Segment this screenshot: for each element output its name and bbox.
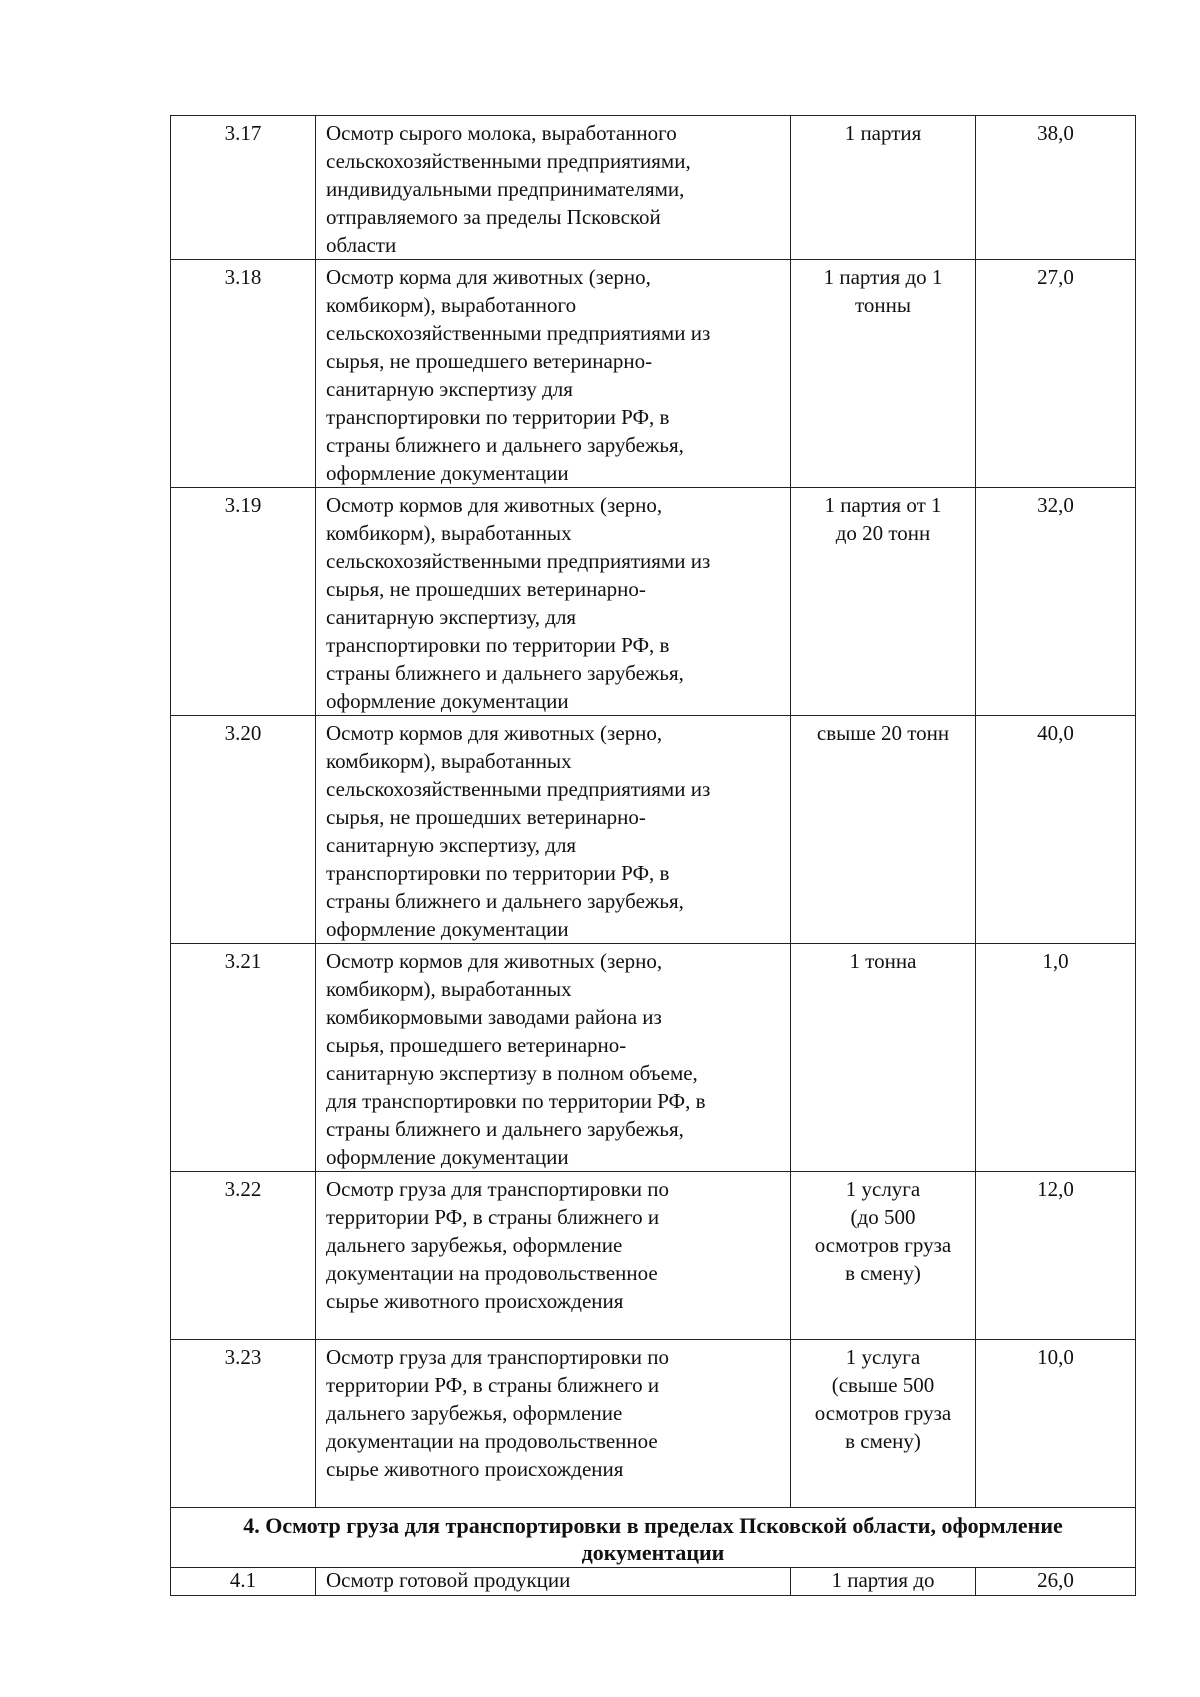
tariff-table [170, 115, 1136, 1596]
row-unit: 1 услуга (до 500 осмотров груза в смену) [814, 1177, 952, 1285]
row-number: 3.20 [171, 716, 316, 944]
row-price: 40,0 [976, 716, 1136, 944]
row-unit: 1 партия [844, 121, 922, 145]
table-row [171, 1568, 1136, 1596]
row-price: 12,0 [976, 1172, 1136, 1340]
row-description: Осмотр корма для животных (зерно, комбикорм), выработанного сельскохозяйственными предприятиями из сырья, не прошедшего ветеринарно- санитарную экспертизу для транспортировки по территории РФ, в страны ближнего и дальнего зарубежья, оформление документации [326, 265, 711, 485]
row-number: 3.21 [171, 944, 316, 1172]
row-number: 3.17 [171, 116, 316, 260]
row-description: Осмотр сырого молока, выработанного сельскохозяйственными предприятиями, индивидуальными предпринимателями, отправляемого за пределы Псковской области [326, 121, 691, 257]
row-number: 3.23 [171, 1340, 316, 1508]
row-number: 3.18 [171, 260, 316, 488]
row-number: 3.19 [171, 488, 316, 716]
table-row [171, 1340, 1136, 1508]
row-number: 4.1 [171, 1568, 316, 1596]
table-row [171, 488, 1136, 716]
table-row [171, 1172, 1136, 1340]
row-number: 3.22 [171, 1172, 316, 1340]
row-description: Осмотр груза для транспортировки по территории РФ, в страны ближнего и дальнего зарубежья, оформление документации на продовольственное сырье животного происхождения [326, 1177, 669, 1313]
row-price: 27,0 [976, 260, 1136, 488]
row-description: Осмотр кормов для животных (зерно, комбикорм), выработанных комбикормовыми заводами района из сырья, прошедшего ветеринарно- санитарную экспертизу в полном объеме, для транспортировки по территории РФ, в страны ближнего и дальнего зарубежья, оформление документации [326, 949, 706, 1169]
row-unit: 1 партия до 1 тонны [823, 265, 943, 317]
row-unit: 1 тонна [849, 949, 917, 973]
row-unit: свыше 20 тонн [816, 721, 950, 745]
row-price: 26,0 [976, 1568, 1136, 1596]
section-title: 4. Осмотр груза для транспортировки в пределах Псковской области, оформление документации [171, 1508, 1136, 1568]
table-row [171, 116, 1136, 260]
row-price: 32,0 [976, 488, 1136, 716]
table-row [171, 260, 1136, 488]
table-row [171, 716, 1136, 944]
row-description: Осмотр кормов для животных (зерно, комбикорм), выработанных сельскохозяйственными предприятиями из сырья, не прошедших ветеринарно- санитарную экспертизу, для транспортировки по территории РФ, в страны ближнего и дальнего зарубежья, оформление документации [326, 493, 711, 713]
table-row [171, 944, 1136, 1172]
row-description: Осмотр кормов для животных (зерно, комбикорм), выработанных сельскохозяйственными предприятиями из сырья, не прошедших ветеринарно- санитарную экспертизу, для транспортировки по территории РФ, в страны ближнего и дальнего зарубежья, оформление документации [326, 721, 711, 941]
section-header-row [171, 1508, 1136, 1568]
row-price: 10,0 [976, 1340, 1136, 1508]
row-unit: 1 услуга (свыше 500 осмотров груза в смену) [814, 1345, 952, 1453]
row-unit: 1 партия от 1 до 20 тонн [824, 493, 942, 545]
row-description: Осмотр готовой продукции [316, 1568, 791, 1596]
row-price: 1,0 [976, 944, 1136, 1172]
row-description: Осмотр груза для транспортировки по территории РФ, в страны ближнего и дальнего зарубежья, оформление документации на продовольственное сырье животного происхождения [326, 1345, 669, 1481]
tariff-table-page [170, 115, 1135, 1596]
row-price: 38,0 [976, 116, 1136, 260]
row-unit: 1 партия до [791, 1568, 976, 1596]
